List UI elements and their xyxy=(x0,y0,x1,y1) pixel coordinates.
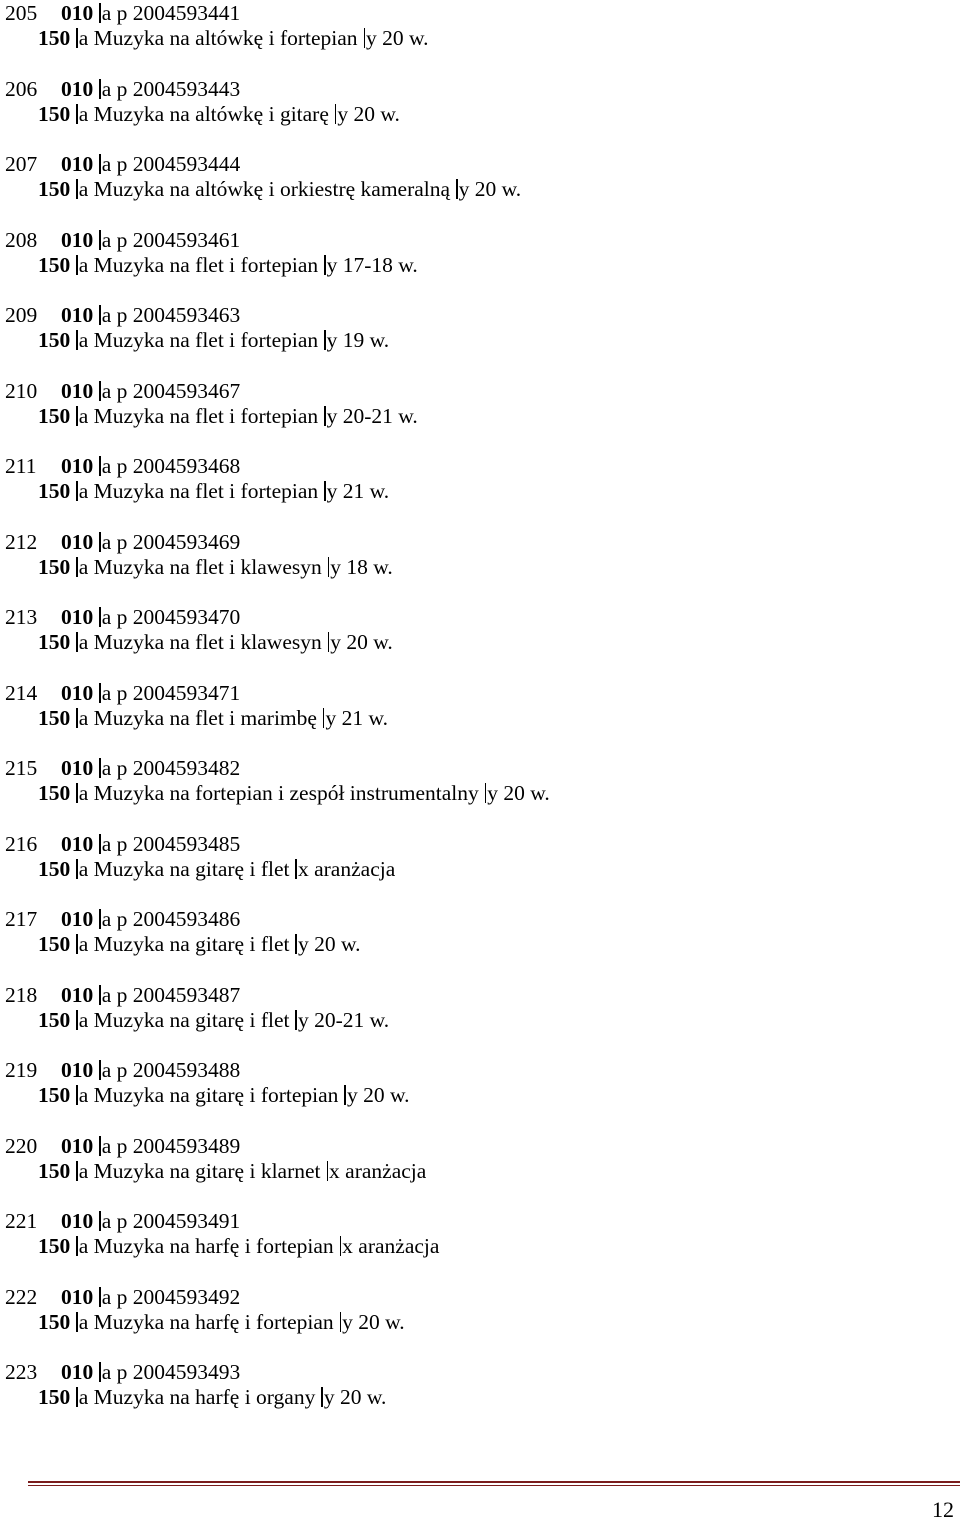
field-tag-150: 150 xyxy=(38,26,71,50)
record-number: 207 xyxy=(5,152,38,176)
record-line-010 xyxy=(5,1208,240,1234)
footer-rule-thin xyxy=(28,1485,960,1486)
field-tag-010: 010 xyxy=(61,1,94,25)
subfield-identifier: a p 2004593485 xyxy=(101,831,241,856)
subfield-subdivision: y 20-21 w. xyxy=(297,1007,390,1032)
field-tag-150: 150 xyxy=(38,1309,71,1334)
subfield-subdivision: y 21 w. xyxy=(326,479,390,503)
record-number: 217 xyxy=(5,907,38,931)
record-line-150 xyxy=(38,629,393,655)
field-tag-010: 010 xyxy=(61,152,94,176)
subfield-heading: a Muzyka na flet i klawesyn xyxy=(78,554,322,579)
subfield-heading: a Muzyka na gitarę i flet xyxy=(78,1007,290,1032)
subfield-identifier: a p 2004593469 xyxy=(101,529,241,554)
record-number: 211 xyxy=(5,454,37,478)
subfield-heading: a Muzyka na gitarę i flet xyxy=(78,856,290,881)
subfield-identifier: a p 2004593486 xyxy=(101,907,241,931)
subfield-subdivision: x aranżacja xyxy=(342,1234,440,1258)
subfield-heading: a Muzyka na flet i marimbę xyxy=(78,705,317,730)
record-line-150 xyxy=(38,1384,386,1410)
record-entry xyxy=(0,1284,960,1360)
field-tag-010: 010 xyxy=(61,756,94,780)
subfield-identifier: a p 2004593471 xyxy=(101,680,241,705)
subfield-subdivision: y 20 w. xyxy=(330,630,393,654)
field-tag-150: 150 xyxy=(38,479,71,503)
record-line-010 xyxy=(5,1133,240,1159)
record-line-150 xyxy=(38,705,388,731)
record-entry xyxy=(0,604,960,680)
record-entry xyxy=(0,151,960,227)
field-tag-010: 010 xyxy=(61,1284,94,1309)
subfield-heading: a Muzyka na harfę i organy xyxy=(78,1385,316,1409)
record-number: 216 xyxy=(5,831,38,856)
record-number: 219 xyxy=(5,1058,38,1082)
record-number: 209 xyxy=(5,303,38,327)
record-line-150 xyxy=(38,1082,409,1108)
field-tag-010: 010 xyxy=(61,1133,94,1158)
record-line-150 xyxy=(38,1233,439,1259)
record-entry xyxy=(0,227,960,303)
record-entry xyxy=(0,755,960,831)
field-tag-150: 150 xyxy=(38,101,71,126)
subfield-identifier: a p 2004593488 xyxy=(101,1058,241,1082)
record-line-150 xyxy=(38,403,418,429)
record-line-150 xyxy=(38,931,361,957)
subfield-identifier: a p 2004593467 xyxy=(101,378,241,403)
subfield-subdivision: y 20 w. xyxy=(342,1309,405,1334)
record-line-010 xyxy=(5,906,240,932)
record-line-010 xyxy=(5,604,240,630)
field-tag-010: 010 xyxy=(61,907,94,931)
field-tag-010: 010 xyxy=(61,605,94,629)
record-entry xyxy=(0,831,960,907)
subfield-subdivision: y 20 w. xyxy=(487,781,550,805)
subfield-heading: a Muzyka na fortepian i zespół instrumentalny xyxy=(78,781,479,805)
record-entry xyxy=(0,982,960,1058)
field-tag-010: 010 xyxy=(61,831,94,856)
record-line-150 xyxy=(38,176,521,202)
record-line-010 xyxy=(5,0,240,26)
record-number: 212 xyxy=(5,529,38,554)
record-number: 218 xyxy=(5,982,38,1007)
field-tag-150: 150 xyxy=(38,705,71,730)
field-tag-150: 150 xyxy=(38,630,71,654)
field-tag-150: 150 xyxy=(38,1385,71,1409)
record-number: 213 xyxy=(5,605,38,629)
field-tag-150: 150 xyxy=(38,1158,71,1183)
subfield-subdivision: y 19 w. xyxy=(326,328,390,352)
subfield-subdivision: y 20-21 w. xyxy=(326,403,418,428)
record-entry xyxy=(0,76,960,152)
subfield-heading: a Muzyka na gitarę i klarnet xyxy=(78,1158,321,1183)
record-number: 205 xyxy=(5,1,38,25)
record-entry xyxy=(0,1208,960,1284)
subfield-identifier: a p 2004593482 xyxy=(101,756,241,780)
subfield-identifier: a p 2004593492 xyxy=(101,1284,241,1309)
subfield-identifier: a p 2004593489 xyxy=(101,1133,241,1158)
record-number: 210 xyxy=(5,378,38,403)
record-line-010 xyxy=(5,151,240,177)
subfield-subdivision: y 20 w. xyxy=(366,26,429,50)
subfield-identifier: a p 2004593443 xyxy=(101,76,241,101)
record-line-150 xyxy=(38,554,393,580)
record-line-150 xyxy=(38,101,400,127)
record-entry xyxy=(0,453,960,529)
record-line-150 xyxy=(38,25,429,51)
subfield-subdivision: y 18 w. xyxy=(330,554,393,579)
record-line-010 xyxy=(5,1284,240,1310)
record-line-010 xyxy=(5,680,240,706)
record-number: 215 xyxy=(5,756,38,780)
subfield-subdivision: y 20 w. xyxy=(346,1083,410,1107)
subfield-identifier: a p 2004593493 xyxy=(101,1360,241,1384)
record-number: 220 xyxy=(5,1133,38,1158)
record-line-150 xyxy=(38,1158,426,1184)
record-line-010 xyxy=(5,302,240,328)
record-number: 206 xyxy=(5,76,38,101)
field-tag-150: 150 xyxy=(38,177,71,201)
subfield-subdivision: y 21 w. xyxy=(325,705,388,730)
subfield-heading: a Muzyka na flet i fortepian xyxy=(78,479,319,503)
subfield-heading: a Muzyka na altówkę i orkiestrę kameralną xyxy=(78,177,451,201)
subfield-subdivision: y 20 w. xyxy=(297,932,361,956)
subfield-heading: a Muzyka na altówkę i fortepian xyxy=(78,26,358,50)
subfield-subdivision: y 20 w. xyxy=(458,177,522,201)
record-entry xyxy=(0,906,960,982)
record-entry xyxy=(0,302,960,378)
record-line-010 xyxy=(5,982,240,1008)
field-tag-010: 010 xyxy=(61,76,94,101)
subfield-identifier: a p 2004593461 xyxy=(101,227,241,252)
field-tag-150: 150 xyxy=(38,932,71,956)
field-tag-010: 010 xyxy=(61,529,94,554)
record-entry xyxy=(0,0,960,76)
field-tag-010: 010 xyxy=(61,1360,94,1384)
record-line-150 xyxy=(38,478,389,504)
subfield-heading: a Muzyka na harfę i fortepian xyxy=(78,1309,334,1334)
field-tag-010: 010 xyxy=(61,303,94,327)
record-entry xyxy=(0,529,960,605)
subfield-heading: a Muzyka na flet i fortepian xyxy=(78,252,319,277)
field-tag-010: 010 xyxy=(61,227,94,252)
field-tag-150: 150 xyxy=(38,1007,71,1032)
subfield-subdivision: y 20 w. xyxy=(337,101,400,126)
footer-rule xyxy=(28,1481,960,1483)
field-tag-010: 010 xyxy=(61,982,94,1007)
record-line-150 xyxy=(38,856,395,882)
field-tag-150: 150 xyxy=(38,554,71,579)
record-line-150 xyxy=(38,252,418,278)
record-line-010 xyxy=(5,378,240,404)
record-number: 223 xyxy=(5,1360,38,1384)
subfield-identifier: a p 2004593470 xyxy=(101,605,241,629)
record-entry xyxy=(0,1359,960,1435)
record-entry xyxy=(0,1057,960,1133)
record-line-010 xyxy=(5,755,240,781)
record-number: 214 xyxy=(5,680,38,705)
record-entry xyxy=(0,680,960,756)
subfield-subdivision: x aranżacja xyxy=(329,1158,427,1183)
subfield-identifier: a p 2004593463 xyxy=(101,303,241,327)
field-tag-150: 150 xyxy=(38,328,71,352)
record-line-010 xyxy=(5,453,240,479)
field-tag-150: 150 xyxy=(38,1234,71,1258)
subfield-identifier: a p 2004593468 xyxy=(101,454,241,478)
subfield-heading: a Muzyka na harfę i fortepian xyxy=(78,1234,334,1258)
subfield-heading: a Muzyka na flet i fortepian xyxy=(78,403,319,428)
field-tag-150: 150 xyxy=(38,781,71,805)
subfield-subdivision: y 20 w. xyxy=(323,1385,387,1409)
record-number: 221 xyxy=(5,1209,38,1233)
field-tag-010: 010 xyxy=(61,378,94,403)
record-line-010 xyxy=(5,831,240,857)
field-tag-150: 150 xyxy=(38,252,71,277)
field-tag-150: 150 xyxy=(38,403,71,428)
field-tag-010: 010 xyxy=(61,1209,94,1233)
subfield-heading: a Muzyka na gitarę i flet xyxy=(78,932,290,956)
subfield-identifier: a p 2004593444 xyxy=(101,152,241,176)
subfield-subdivision: y 17-18 w. xyxy=(326,252,418,277)
record-entry xyxy=(0,1133,960,1209)
record-number: 208 xyxy=(5,227,38,252)
subfield-heading: a Muzyka na altówkę i gitarę xyxy=(78,101,329,126)
page-number: 12 xyxy=(932,1497,954,1522)
record-line-150 xyxy=(38,1309,405,1335)
field-tag-010: 010 xyxy=(61,1058,94,1082)
subfield-subdivision: x aranżacja xyxy=(297,856,396,881)
subfield-heading: a Muzyka na flet i klawesyn xyxy=(78,630,322,654)
record-line-150 xyxy=(38,780,550,806)
record-line-010 xyxy=(5,1057,240,1083)
field-tag-010: 010 xyxy=(61,680,94,705)
subfield-identifier: a p 2004593491 xyxy=(101,1209,241,1233)
subfield-identifier: a p 2004593441 xyxy=(101,1,241,25)
field-tag-150: 150 xyxy=(38,856,71,881)
record-line-150 xyxy=(38,1007,389,1033)
record-entry xyxy=(0,378,960,454)
field-tag-150: 150 xyxy=(38,1083,71,1107)
record-line-150 xyxy=(38,327,389,353)
record-line-010 xyxy=(5,1359,240,1385)
record-number: 222 xyxy=(5,1284,38,1309)
record-line-010 xyxy=(5,529,240,555)
subfield-heading: a Muzyka na gitarę i fortepian xyxy=(78,1083,339,1107)
record-line-010 xyxy=(5,76,240,102)
subfield-identifier: a p 2004593487 xyxy=(101,982,241,1007)
record-line-010 xyxy=(5,227,240,253)
field-tag-010: 010 xyxy=(61,454,94,478)
subfield-heading: a Muzyka na flet i fortepian xyxy=(78,328,319,352)
